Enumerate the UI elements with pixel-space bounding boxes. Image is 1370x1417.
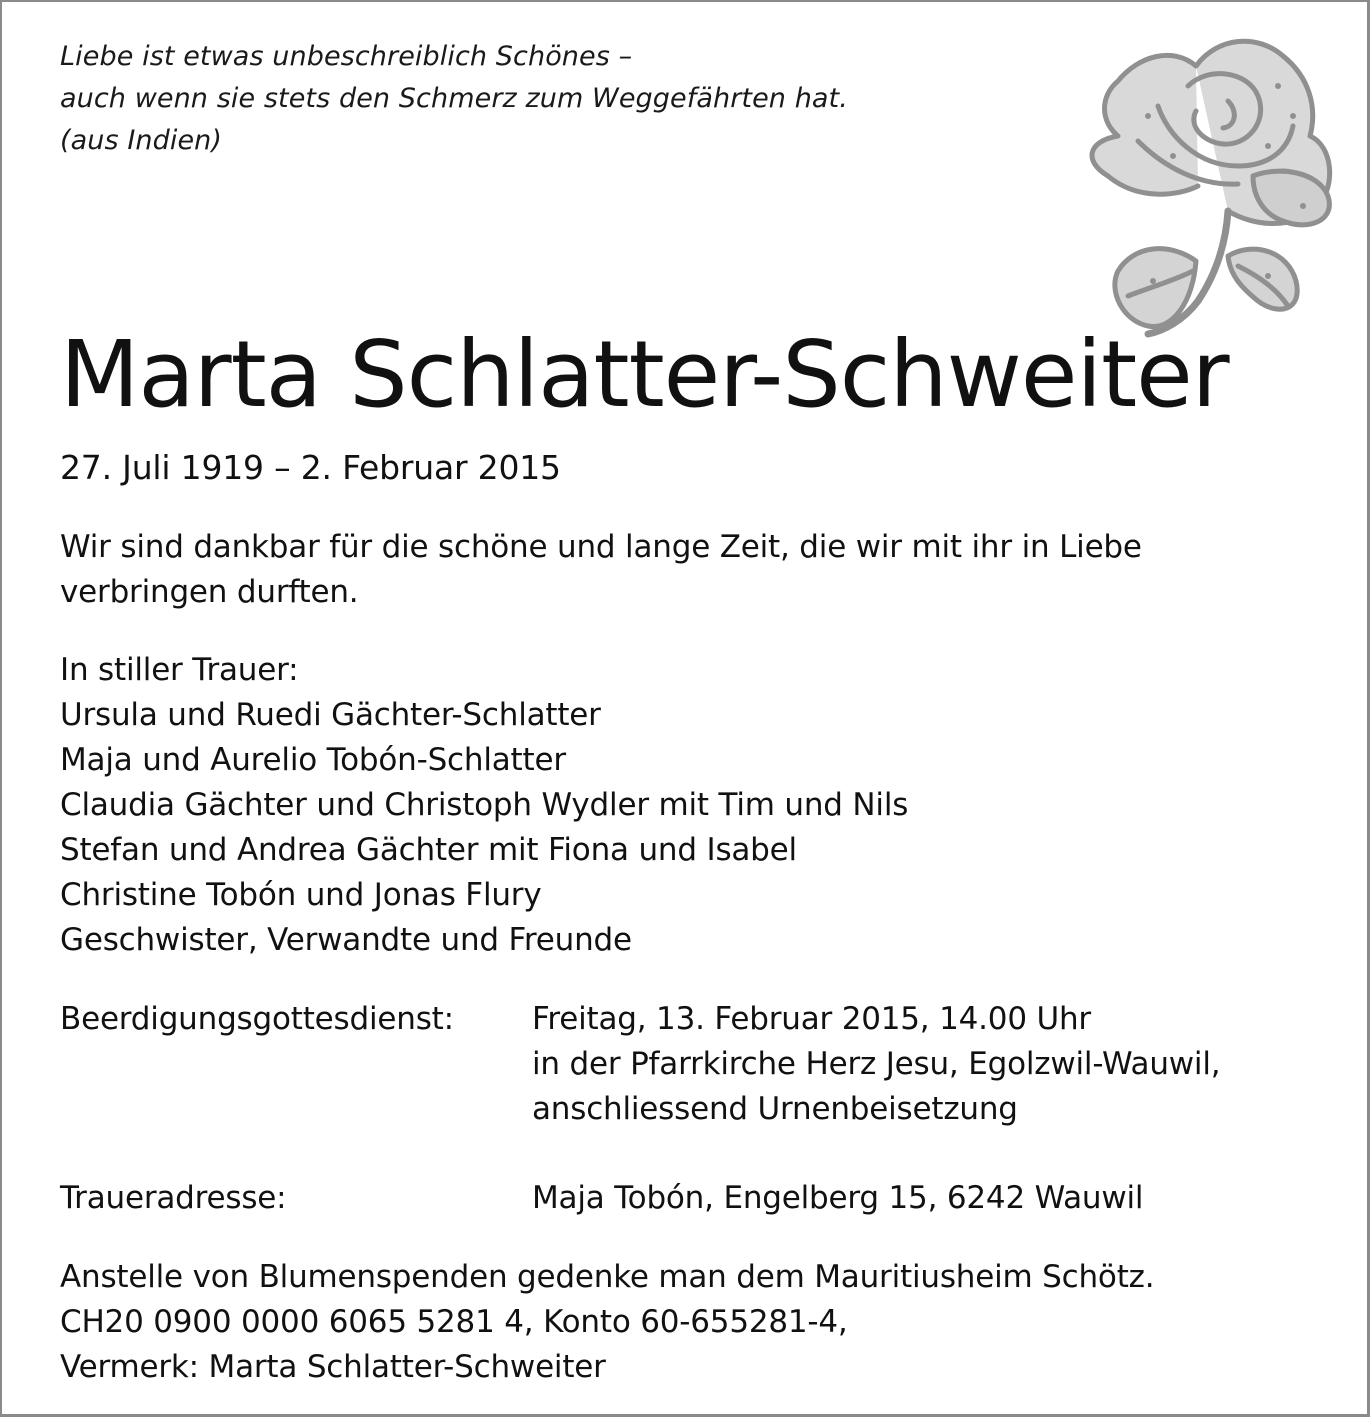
life-dates: 27. Juli 1919 – 2. Februar 2015: [60, 448, 561, 487]
mourner-line: Maja und Aurelio Tobón-Schlatter: [60, 742, 566, 778]
donation-line: CH20 0900 0000 6065 5281 4, Konto 60-655281-4,: [60, 1304, 848, 1340]
service-line: in der Pfarrkirche Herz Jesu, Egolzwil-Wauwil,: [532, 1046, 1221, 1082]
donation-line: Vermerk: Marta Schlatter-Schweiter: [60, 1349, 606, 1385]
quote-line: auch wenn sie stets den Schmerz zum Weggefährten hat.: [60, 83, 848, 114]
address-value: [532, 1176, 1143, 1221]
deceased-name: Marta Schlatter-Schweiter: [60, 321, 1229, 428]
thanks-line: verbringen durften.: [60, 574, 359, 610]
mourner-line: Claudia Gächter und Christoph Wydler mit Tim und Nils: [60, 787, 909, 823]
service-line: Freitag, 13. Februar 2015, 14.00 Uhr: [532, 1001, 1091, 1037]
mourner-line: Geschwister, Verwandte und Freunde: [60, 922, 632, 958]
address-label: Traueradresse:: [60, 1180, 287, 1216]
service-details: [532, 997, 1220, 1132]
rose-icon: [1078, 26, 1340, 338]
donation-note: [60, 1255, 1154, 1390]
mourner-line: Christine Tobón und Jonas Flury: [60, 877, 542, 913]
quote-line: Liebe ist etwas unbeschreiblich Schönes –: [60, 41, 633, 72]
service-line: anschliessend Urnenbeisetzung: [532, 1091, 1018, 1127]
quote-source: (aus Indien): [60, 125, 223, 156]
service-label: Beerdigungsgottesdienst:: [60, 1001, 454, 1037]
donation-line: Anstelle von Blumenspenden gedenke man dem Mauritiusheim Schötz.: [60, 1259, 1155, 1295]
quote: [60, 36, 848, 162]
address-line: Maja Tobón, Engelberg 15, 6242 Wauwil: [532, 1180, 1144, 1216]
mourners-list: [60, 648, 908, 963]
mourners-heading: In stiller Trauer:: [60, 652, 299, 688]
thanks-line: Wir sind dankbar für die schöne und lange Zeit, die wir mit ihr in Liebe: [60, 529, 1142, 565]
mourner-line: Ursula und Ruedi Gächter-Schlatter: [60, 697, 601, 733]
thanks-text: [60, 525, 1142, 615]
mourner-line: Stefan und Andrea Gächter mit Fiona und Isabel: [60, 832, 797, 868]
